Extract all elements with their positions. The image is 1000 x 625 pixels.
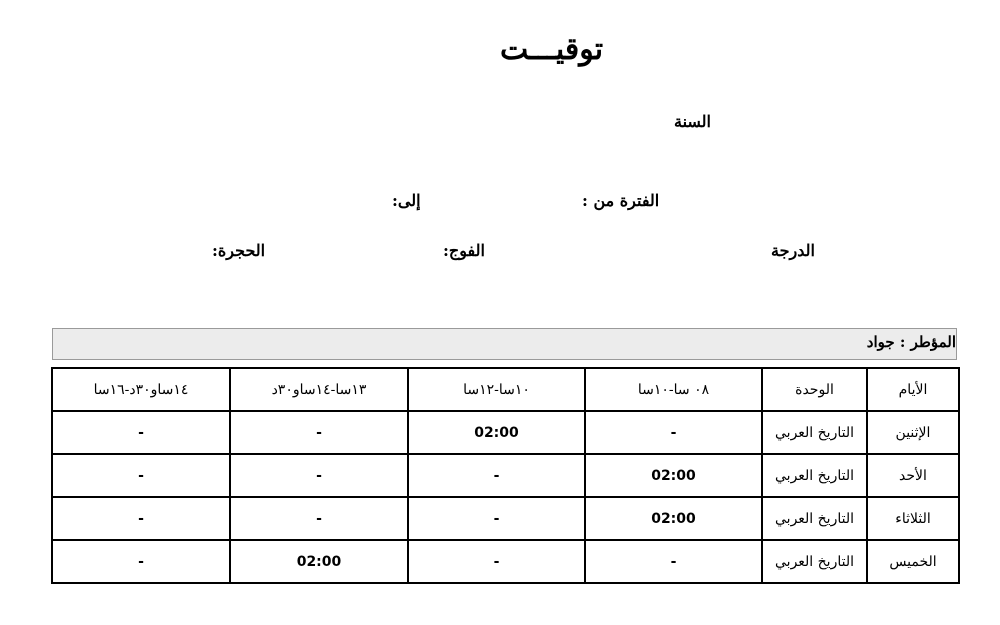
column-header-days: الأيام	[867, 368, 959, 411]
period-from-label: الفترة من :	[582, 191, 660, 210]
schedule-table	[51, 367, 960, 584]
slot-cell: -	[52, 454, 230, 497]
slot-cell: -	[52, 540, 230, 583]
unit-cell: التاريخ العربي	[762, 411, 867, 454]
group-label: الفوج:	[443, 241, 485, 260]
day-cell: الإثنين	[867, 411, 959, 454]
grade-label: الدرجة	[771, 241, 815, 260]
period-to-label: إلى:	[392, 191, 421, 210]
slot-cell: -	[408, 540, 585, 583]
slot-cell: 02:00	[408, 411, 585, 454]
table-header-row	[52, 368, 959, 411]
page-title: توقيـــت	[500, 32, 604, 67]
slot-cell: -	[230, 497, 408, 540]
day-cell: الخميس	[867, 540, 959, 583]
slot-cell: -	[230, 411, 408, 454]
slot-cell: -	[585, 411, 762, 454]
column-header-slot-2: ١٠سا-١٢سا	[408, 368, 585, 411]
column-header-unit: الوحدة	[762, 368, 867, 411]
table-row	[52, 411, 959, 454]
column-header-slot-1: ٠٨ سا-١٠سا	[585, 368, 762, 411]
supervisor-bar	[52, 328, 957, 360]
unit-cell: التاريخ العربي	[762, 454, 867, 497]
slot-cell: -	[230, 454, 408, 497]
supervisor-label: المؤطر : جواد	[866, 333, 956, 351]
slot-cell: -	[52, 497, 230, 540]
day-cell: الثلاثاء	[867, 497, 959, 540]
slot-cell: -	[408, 497, 585, 540]
slot-cell: 02:00	[230, 540, 408, 583]
column-header-slot-4: ١٤ساو٣٠د-١٦سا	[52, 368, 230, 411]
slot-cell: 02:00	[585, 497, 762, 540]
slot-cell: -	[585, 540, 762, 583]
column-header-slot-3: ١٣سا-١٤ساو٣٠د	[230, 368, 408, 411]
table-row	[52, 540, 959, 583]
slot-cell: 02:00	[585, 454, 762, 497]
slot-cell: -	[52, 411, 230, 454]
unit-cell: التاريخ العربي	[762, 540, 867, 583]
day-cell: الأحد	[867, 454, 959, 497]
table-row	[52, 454, 959, 497]
slot-cell: -	[408, 454, 585, 497]
unit-cell: التاريخ العربي	[762, 497, 867, 540]
room-label: الحجرة:	[212, 241, 266, 260]
year-label: السنة	[674, 112, 711, 131]
table-row	[52, 497, 959, 540]
